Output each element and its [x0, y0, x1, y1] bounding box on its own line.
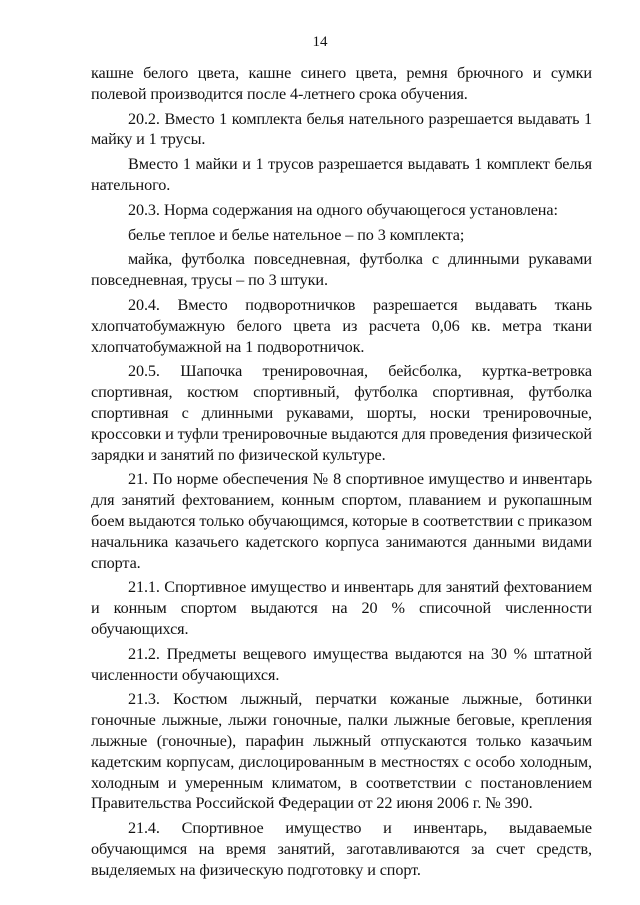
page-number: 14 [312, 34, 328, 50]
paragraph-20-5: 20.5. Шапочка тренировочная, бейсболка, куртка-ветровка спортивная, костюм спортивный, футболка спортивная, футболка спортивная с длинными рукавами, шорты, носки тренировочные, кроссовки и туфли тренировочные выдаются для проведения физической зарядки и занятий по физической культуре. [91, 362, 592, 464]
paragraph-21: 21. По норме обеспечения № 8 спортивное имущество и инвентарь для занятий фехтованием, конным спортом, плаванием и рукопашным боем выдаются только обучающимся, которые в соответствии с приказом начальника казачьего кадетского корпуса занимаются данными видами спорта. [91, 470, 592, 572]
paragraph-20-3-item-1: белье теплое и белье нательное – по 3 комплекта; [128, 225, 465, 244]
paragraph-20-2: 20.2. Вместо 1 комплекта белья нательного разрешается выдавать 1 майку и 1 трусы. [91, 109, 592, 149]
paragraph-21-2: 21.2. Предметы вещевого имущества выдаются на 30 % штатной численности обучающихся. [91, 644, 592, 684]
paragraph-continuation: кашне белого цвета, кашне синего цвета, ремня брючного и сумки полевой производится после 4-летнего срока обучения. [91, 64, 592, 103]
paragraph-20-2-alt: Вместо 1 майки и 1 трусов разрешается выдавать 1 комплект белья нательного. [91, 155, 592, 194]
paragraph-20-3-item-2: майка, футболка повседневная, футболка с длинными рукавами повседневная, трусы – по 3 штуки. [91, 250, 592, 290]
paragraph-21-3: 21.3. Костюм лыжный, перчатки кожаные лыжные, ботинки гоночные лыжные, лыжи гоночные, палки лыжные беговые, крепления лыжные (гоночные), парафин лыжный отпускаются только казачьим кадетским корпусам, дислоцированным в местностях с особо холодным, холодным и умеренным климатом, в соответствии с постановлением Правительства Российской Федерации от 22 июня 2006 г. № 390. [91, 690, 592, 813]
paragraph-20-3: 20.3. Норма содержания на одного обучающегося установлена: [128, 200, 558, 219]
paragraph-20-4: 20.4. Вместо подворотничков разрешается выдавать ткань хлопчатобумажную белого цвета из расчета 0,06 кв. метра ткани хлопчатобумажной на 1 подворотничок. [91, 295, 592, 356]
paragraph-21-1: 21.1. Спортивное имущество и инвентарь для занятий фехтованием и конным спортом выдаются на 20 % списочной численности обучающихся. [91, 578, 592, 638]
document-body [91, 63, 592, 884]
paragraph-21-4: 21.4. Спортивное имущество и инвентарь, выдаваемые обучающимся на время занятий, заготавливаются за счет средств, выделяемых на физическую подготовку и спорт. [91, 819, 592, 879]
